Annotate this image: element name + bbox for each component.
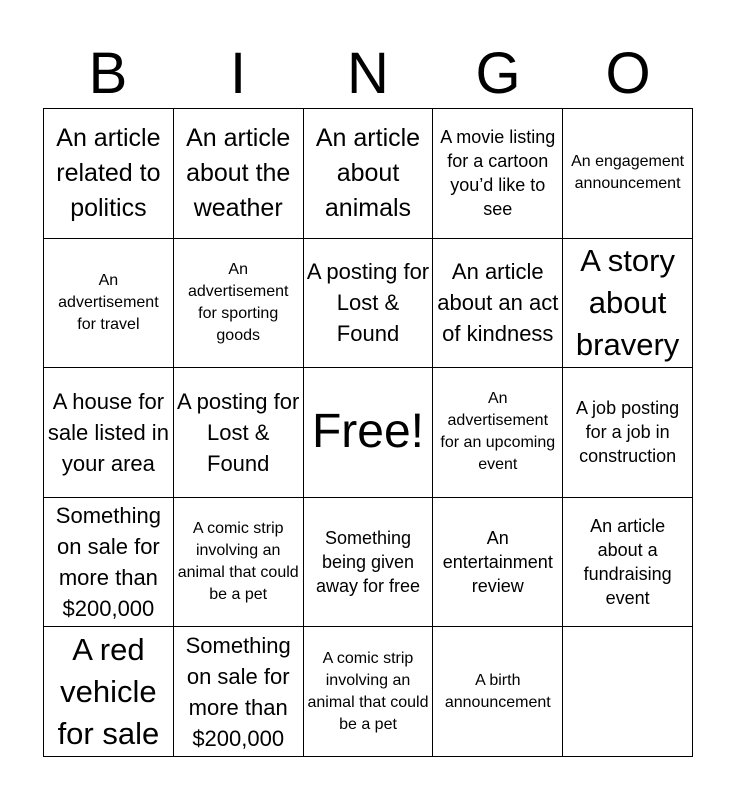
cell-text: An advertisement for sporting goods: [187, 260, 289, 344]
bingo-cell[interactable]: [174, 627, 304, 757]
bingo-cell[interactable]: [563, 109, 693, 239]
cell-text: A posting for Lost & Found: [306, 259, 430, 347]
bingo-grid: [43, 108, 693, 757]
bingo-cell[interactable]: [304, 627, 434, 757]
bingo-cell[interactable]: [433, 368, 563, 498]
bingo-cell[interactable]: [433, 498, 563, 628]
cell-text: An article about a fundraising event: [583, 516, 672, 609]
header-letter-b: B: [88, 41, 128, 106]
header-letter-o: O: [605, 41, 651, 106]
bingo-cell[interactable]: [563, 368, 693, 498]
bingo-cell[interactable]: [563, 498, 693, 628]
cell-text: A story about bravery: [575, 242, 680, 362]
cell-text: A comic strip involving an animal that could be a pet: [177, 520, 299, 604]
cell-text: A red vehicle for sale: [57, 631, 160, 751]
cell-text: Something on sale for more than $200,000: [185, 632, 291, 751]
cell-text: An article about animals: [315, 123, 421, 222]
cell-text: An advertisement for an upcoming event: [440, 390, 556, 474]
cell-text: An engagement announcement: [571, 153, 685, 193]
free-space-cell[interactable]: [304, 368, 434, 498]
cell-text: A house for sale listed in your area: [47, 388, 169, 476]
header-letter-i: I: [229, 41, 247, 106]
cell-text: An article related to politics: [56, 123, 161, 222]
empty-cell[interactable]: [563, 627, 693, 757]
bingo-cell[interactable]: [44, 627, 174, 757]
bingo-cell[interactable]: [433, 627, 563, 757]
bingo-cell[interactable]: [304, 109, 434, 239]
bingo-cell[interactable]: [174, 498, 304, 628]
bingo-cell[interactable]: [174, 368, 304, 498]
cell-text: A birth announcement: [444, 671, 551, 711]
bingo-header: [43, 40, 693, 108]
bingo-cell[interactable]: [44, 498, 174, 628]
cell-text: A comic strip involving an animal that could be a pet: [307, 649, 429, 733]
cell-text: An article about the weather: [186, 123, 291, 222]
cell-text: A posting for Lost & Found: [177, 388, 300, 476]
free-space-text: Free!: [311, 405, 424, 459]
cell-text: An article about an act of kindness: [437, 259, 559, 347]
bingo-cell[interactable]: [174, 239, 304, 369]
cell-text: Something on sale for more than $200,000: [55, 503, 161, 622]
bingo-cell[interactable]: [44, 109, 174, 239]
bingo-cell[interactable]: [433, 109, 563, 239]
cell-text: A movie listing for a cartoon you’d like to see: [440, 127, 556, 220]
header-letter-g: G: [475, 41, 521, 106]
bingo-cell[interactable]: [44, 239, 174, 369]
bingo-cell[interactable]: [44, 368, 174, 498]
cell-text: An entertainment review: [442, 528, 553, 597]
bingo-cell[interactable]: [174, 109, 304, 239]
header-letter-n: N: [347, 41, 389, 106]
cell-text: An advertisement for travel: [58, 271, 159, 333]
bingo-cell[interactable]: [304, 498, 434, 628]
bingo-cell[interactable]: [304, 239, 434, 369]
cell-text: Something being given away for free: [315, 528, 421, 597]
bingo-cell[interactable]: [563, 239, 693, 369]
bingo-cell[interactable]: [433, 239, 563, 369]
cell-text: A job posting for a job in construction: [576, 398, 680, 467]
